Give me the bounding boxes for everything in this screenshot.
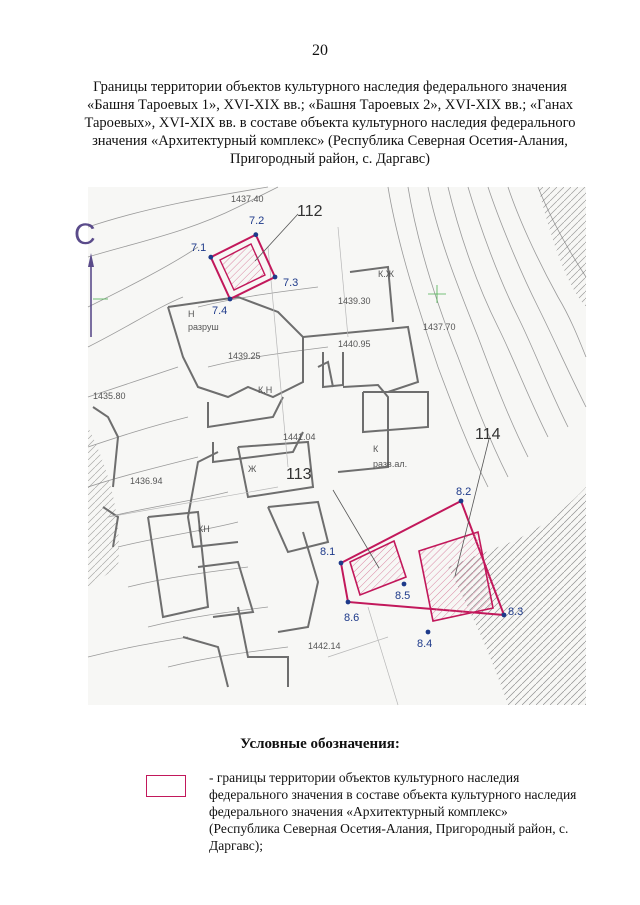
point-label: 8.4	[417, 638, 433, 650]
object-number-112: 112	[297, 203, 323, 220]
svg-text:КН: КН	[198, 524, 210, 534]
svg-text:К.Н: К.Н	[258, 385, 273, 395]
north-label: С	[74, 218, 96, 251]
point-label: 7.3	[283, 277, 299, 289]
svg-text:1439.30: 1439.30	[338, 296, 371, 306]
svg-text:1437.70: 1437.70	[423, 322, 456, 332]
point-label: 8.3	[508, 606, 524, 618]
point-label: 8.6	[344, 612, 360, 624]
point-label: 8.1	[320, 546, 336, 558]
survey-point	[273, 275, 278, 280]
svg-text:1439.25: 1439.25	[228, 351, 261, 361]
survey-point	[228, 297, 233, 302]
map-title: Границы территории объектов культурного наследия федерального значения «Башня Тароевых 1», XVI-XIX вв.; «Башня Тароевых 2», XVI-XIX вв.; «Ганах Тароевых», XVI-XIX вв. в составе объекта культурного наследия федерального значения «Архитектурный комплекс» (Республика Северная Осетия-Алания, Пригородный район, с. Даргавс)	[84, 79, 576, 167]
legend-item-boundary: - границы территории объектов культурного наследия федерального значения в составе объекта культурного наследия федерального значения «Архитектурный комплекс» (Республика Северная Осетия-Алания, Пригородный район, с. Даргавс);	[209, 770, 577, 853]
page-number: 20	[312, 42, 328, 59]
point-label: 7.1	[191, 242, 207, 254]
svg-text:1437.40: 1437.40	[231, 194, 264, 204]
svg-text:разруш: разруш	[188, 322, 219, 332]
point-label: 8.5	[395, 590, 411, 602]
survey-point	[208, 255, 213, 260]
survey-point	[459, 499, 464, 504]
svg-text:1441.04: 1441.04	[283, 432, 316, 442]
svg-text:К: К	[373, 444, 379, 454]
legend-swatch-boundary	[146, 775, 186, 797]
svg-text:1435.80: 1435.80	[93, 391, 126, 401]
survey-point	[346, 600, 351, 605]
survey-point	[502, 613, 507, 618]
legend-heading: Условные обозначения:	[240, 736, 400, 752]
cultural-heritage-map	[74, 187, 586, 705]
svg-text:Ж: Ж	[248, 464, 257, 474]
object-number-113: 113	[286, 466, 312, 483]
point-label: 8.2	[456, 486, 472, 498]
svg-text:Н: Н	[188, 309, 195, 319]
svg-text:разв.ал.: разв.ал.	[373, 459, 408, 469]
point-label: 7.2	[249, 215, 265, 227]
survey-point	[426, 630, 431, 635]
svg-text:1436.94: 1436.94	[130, 476, 163, 486]
object-number-114: 114	[475, 426, 501, 443]
point-label: 7.4	[212, 305, 228, 317]
svg-text:1440.95: 1440.95	[338, 339, 371, 349]
survey-point	[253, 232, 258, 237]
survey-point	[402, 582, 407, 587]
svg-text:1442.14: 1442.14	[308, 641, 341, 651]
survey-point	[339, 561, 344, 566]
svg-text:К.Ж: К.Ж	[378, 269, 395, 279]
